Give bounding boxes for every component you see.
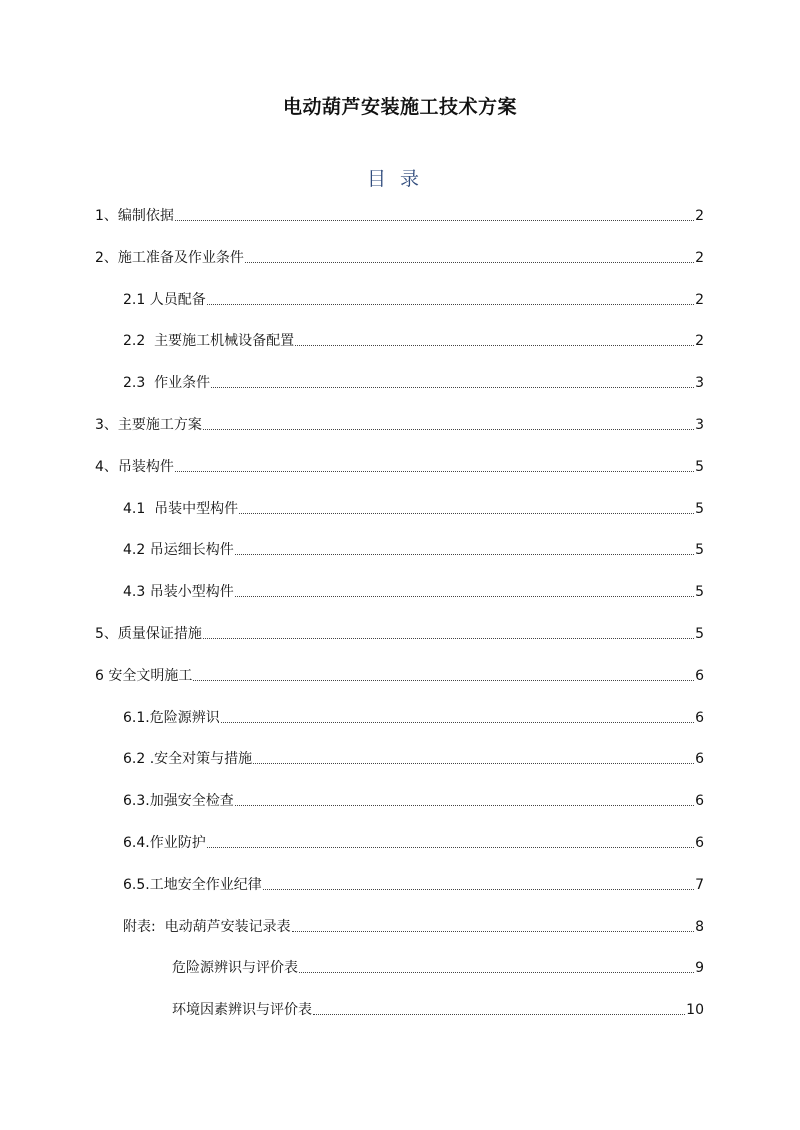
toc-entry-page-number: 5: [695, 542, 704, 558]
toc-entry-title: 4、吊装构件: [95, 459, 174, 475]
toc-entry-title: 6.5.工地安全作业纪律: [123, 877, 262, 893]
toc-dot-leader: [207, 847, 694, 848]
toc-entry[interactable]: [123, 579, 704, 601]
toc-entry-page-number: 2: [695, 333, 704, 349]
toc-entry-title: 6.3.加强安全检查: [123, 793, 234, 809]
toc-entry-page-number: 7: [695, 877, 704, 893]
toc-entry-page-number: 8: [695, 919, 704, 935]
toc-dot-leader: [263, 889, 694, 890]
toc-entry[interactable]: [123, 872, 704, 894]
toc-entry-page-number: 6: [695, 710, 704, 726]
toc-entry-title: 2.2 主要施工机械设备配置: [123, 333, 295, 349]
toc-entry-page-number: 10: [686, 1002, 704, 1018]
toc-entry-page-number: 9: [695, 960, 704, 976]
toc-entry[interactable]: [123, 705, 704, 727]
toc-entry[interactable]: [123, 370, 704, 392]
toc-entry-title: 6.1.危险源辨识: [123, 710, 220, 726]
toc-dot-leader: [203, 429, 694, 430]
toc-entry-page-number: 6: [695, 835, 704, 851]
toc-entry-page-number: 5: [695, 501, 704, 517]
toc-entry-title: 4.3 吊装小型构件: [123, 584, 234, 600]
toc-entry-title: 6 安全文明施工: [95, 668, 193, 684]
document-title: 电动葫芦安装施工技术方案: [282, 96, 517, 118]
toc-entry-title: 环境因素辨识与评价表: [172, 1002, 312, 1018]
toc-entry[interactable]: [172, 955, 704, 977]
toc-entry-title: 危险源辨识与评价表: [172, 960, 298, 976]
toc-entry-title: 1、编制依据: [95, 208, 174, 224]
toc-heading: 目录: [366, 168, 433, 190]
toc-dot-leader: [175, 471, 694, 472]
toc-entry[interactable]: [123, 496, 704, 518]
toc-dot-leader: [245, 262, 694, 263]
toc-dot-leader: [239, 513, 694, 514]
toc-dot-leader: [295, 345, 694, 346]
toc-entry-title: 3、主要施工方案: [95, 417, 202, 433]
toc-dot-leader: [221, 722, 694, 723]
toc-entry[interactable]: [123, 788, 704, 810]
toc-entry[interactable]: [123, 914, 704, 936]
toc-entry[interactable]: [95, 663, 704, 685]
toc-dot-leader: [203, 638, 694, 639]
toc-dot-leader: [235, 554, 694, 555]
toc-entry[interactable]: [172, 997, 704, 1019]
toc-entry-page-number: 5: [695, 584, 704, 600]
toc-entry[interactable]: [95, 412, 704, 434]
toc-entry-title: 5、质量保证措施: [95, 626, 202, 642]
toc-dot-leader: [235, 805, 694, 806]
toc-entry-page-number: 2: [695, 292, 704, 308]
toc-entry-title: 6.4.作业防护: [123, 835, 206, 851]
toc-dot-leader: [313, 1014, 685, 1015]
toc-entry[interactable]: [95, 621, 704, 643]
toc-entry-title: 2.1 人员配备: [123, 292, 206, 308]
toc-entry-title: 附表: 电动葫芦安装记录表: [123, 919, 291, 935]
toc-entry[interactable]: [123, 287, 704, 309]
toc-entry-page-number: 3: [695, 375, 704, 391]
toc-entry[interactable]: [95, 454, 704, 476]
toc-entry-title: 2、施工准备及作业条件: [95, 250, 244, 266]
toc-entry-page-number: 5: [695, 626, 704, 642]
toc-entry-page-number: 6: [695, 668, 704, 684]
toc-entry-page-number: 2: [695, 208, 704, 224]
toc-dot-leader: [211, 387, 694, 388]
toc-entry[interactable]: [95, 245, 704, 267]
toc-dot-leader: [175, 220, 694, 221]
toc-dot-leader: [207, 304, 694, 305]
toc-entry-title: 4.1 吊装中型构件: [123, 501, 239, 517]
toc-entry[interactable]: [123, 746, 704, 768]
toc-entry-title: 6.2 .安全对策与措施: [123, 751, 253, 767]
toc-entry[interactable]: [123, 537, 704, 559]
toc-entry[interactable]: [95, 203, 704, 225]
toc-entry-page-number: 6: [695, 751, 704, 767]
toc-entry-page-number: 2: [695, 250, 704, 266]
toc-dot-leader: [235, 596, 694, 597]
toc-entry[interactable]: [123, 328, 704, 350]
toc-entry-page-number: 6: [695, 793, 704, 809]
toc-entry-title: 4.2 吊运细长构件: [123, 542, 234, 558]
toc-entry-page-number: 3: [695, 417, 704, 433]
toc-dot-leader: [299, 972, 694, 973]
toc-dot-leader: [193, 680, 694, 681]
toc-entry-page-number: 5: [695, 459, 704, 475]
toc-entry-title: 2.3 作业条件: [123, 375, 211, 391]
toc-dot-leader: [292, 931, 694, 932]
toc-entry[interactable]: [123, 830, 704, 852]
toc-dot-leader: [253, 763, 694, 764]
